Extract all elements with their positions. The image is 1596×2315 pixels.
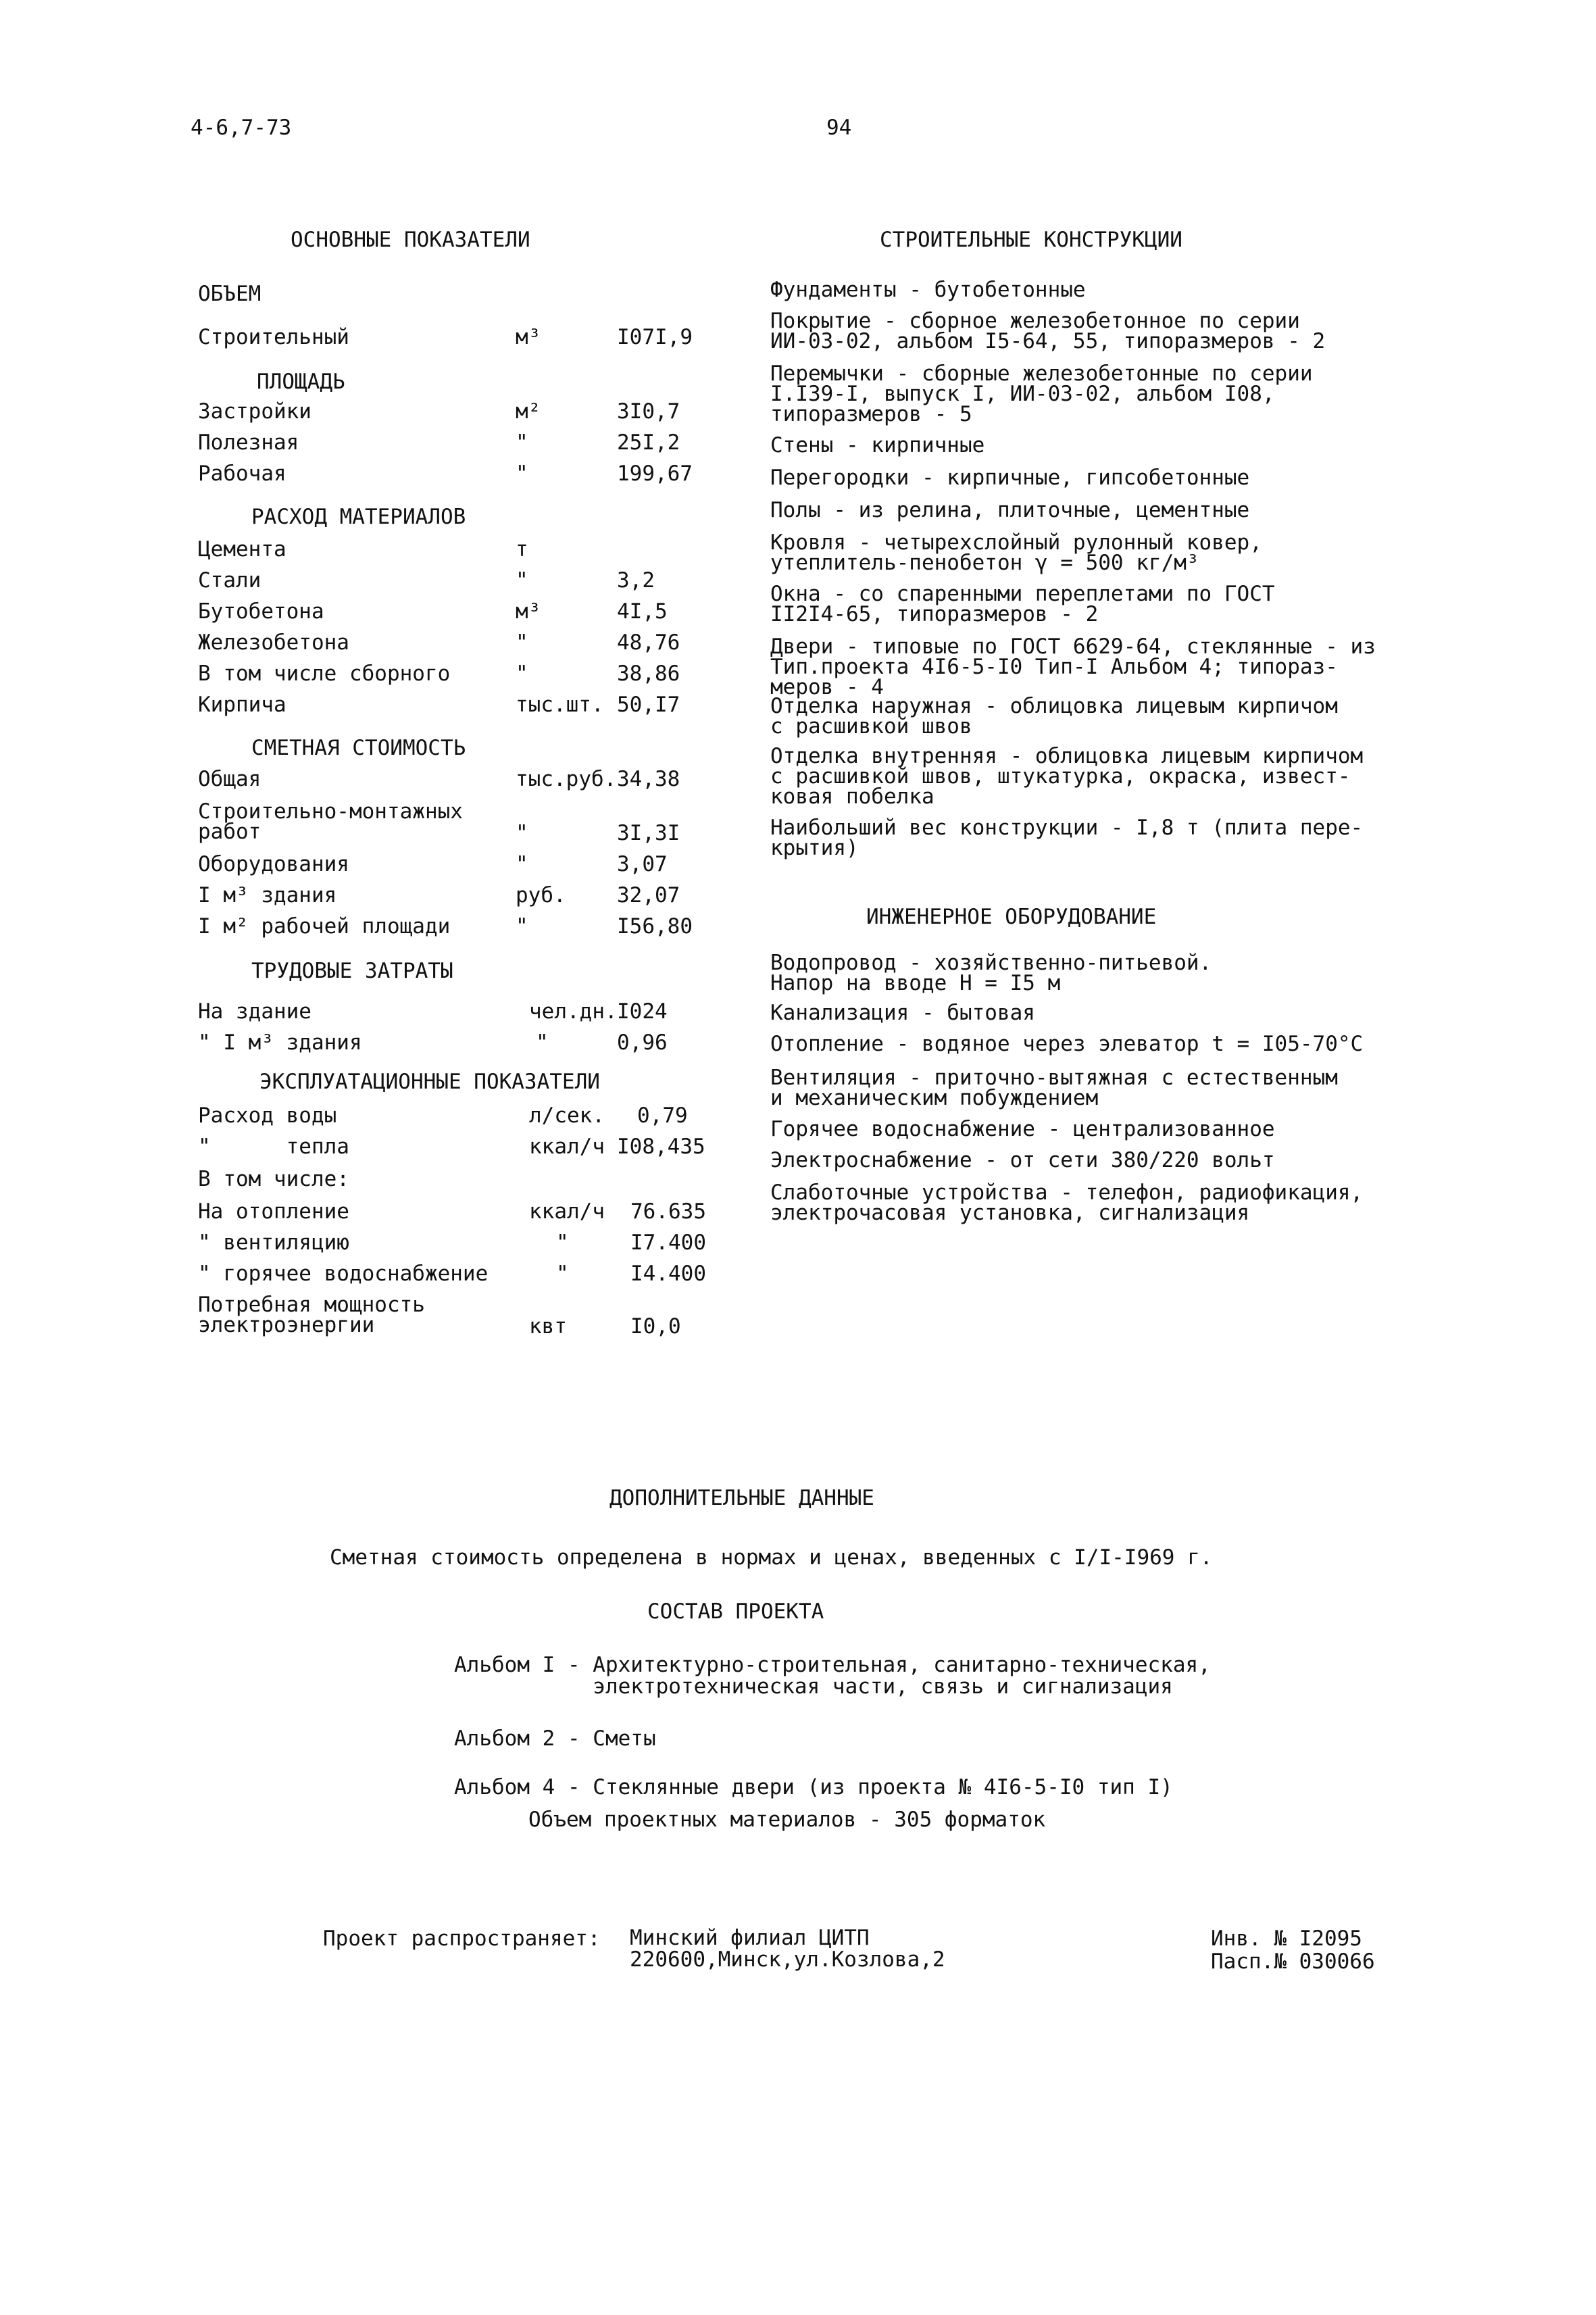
row-value: 3,07 — [617, 852, 668, 876]
row-label: " I м³ здания — [198, 1030, 362, 1055]
table-row — [198, 915, 725, 943]
page-number: 94 — [826, 116, 852, 140]
row-value: 199,67 — [617, 462, 693, 486]
row-value: 3I,3I — [617, 821, 680, 845]
row-unit: " — [556, 1262, 569, 1286]
row-label: Строительный — [198, 325, 349, 349]
row-label: В том числе сборного — [198, 662, 451, 686]
list-item: Наибольший вес конструкции - I,8 т (плита пере- крытия) — [770, 816, 1364, 860]
row-value: I56,80 — [617, 914, 693, 939]
row-value: I0,0 — [630, 1314, 681, 1339]
row-value: 25I,2 — [617, 430, 680, 455]
row-value: 3I0,7 — [617, 399, 680, 424]
table-row — [198, 462, 725, 491]
row-label: Рабочая — [198, 462, 286, 486]
cost-heading: СМЕТНАЯ СТОИМОСТЬ — [251, 736, 466, 760]
row-unit: л/сек. — [529, 1103, 605, 1128]
list-item: Отделка внутренняя - облицовка лицевым кирпичом с расшивкой швов, штукатурка, окраска, извест- ковая побелка — [770, 744, 1364, 809]
row-label: " тепла — [198, 1135, 349, 1159]
row-value: 0,96 — [617, 1030, 668, 1055]
table-row — [198, 853, 725, 881]
list-item: Перегородки - кирпичные, гипсобетонные — [770, 466, 1250, 490]
doc-code: 4-6,7-73 — [191, 116, 292, 140]
table-row — [198, 631, 725, 659]
list-item: Перемычки - сборные железобетонные по серии I.I39-I, выпуск I, ИИ-03-02, альбом I08, типоразмеров - 5 — [770, 362, 1313, 426]
table-row — [198, 662, 725, 691]
materials-heading: РАСХОД МАТЕРИАЛОВ — [251, 505, 466, 529]
row-unit: ккал/ч — [529, 1135, 605, 1159]
main-indicators-title: ОСНОВНЫЕ ПОКАЗАТЕЛИ — [291, 228, 530, 252]
table-row — [198, 801, 725, 846]
passport-number: Пасп.№ 030066 — [1211, 1949, 1375, 1974]
row-unit: тыс.шт. — [516, 693, 604, 717]
album-1: Альбом I - Архитектурно-строительная, санитарно-техническая, электротехническая части, связь и сигнализация — [454, 1653, 1211, 1699]
row-unit: " — [516, 662, 528, 686]
album-2: Альбом 2 - Сметы — [454, 1726, 656, 1751]
table-row — [198, 326, 725, 354]
area-heading: ПЛОЩАДЬ — [257, 370, 345, 394]
list-item: Полы - из релина, плиточные, цементные — [770, 498, 1250, 522]
row-label: Железобетона — [198, 630, 349, 655]
row-label: В том числе: — [198, 1167, 349, 1191]
engineering-title: ИНЖЕНЕРНОЕ ОБОРУДОВАНИЕ — [866, 905, 1157, 929]
list-item: Электроснабжение - от сети 380/220 вольт — [770, 1148, 1275, 1172]
labor-heading: ТРУДОВЫЕ ЗАТРАТЫ — [251, 959, 453, 983]
row-unit: т — [516, 537, 528, 562]
row-label: Расход воды — [198, 1103, 337, 1128]
row-unit: " — [536, 1030, 549, 1055]
row-label: Потребная мощность электроэнергии — [198, 1293, 425, 1337]
row-label: " вентиляцию — [198, 1230, 349, 1255]
table-row — [198, 569, 725, 597]
row-label: Бутобетона — [198, 599, 324, 624]
row-unit: " — [516, 852, 528, 876]
list-item: Покрытие - сборное железобетонное по серии ИИ-03-02, альбом I5-64, 55, типоразмеров - 2 — [770, 309, 1326, 353]
row-label: Цемента — [198, 537, 286, 562]
row-label: Кирпича — [198, 693, 286, 717]
table-row — [198, 693, 725, 722]
row-value: 3,2 — [617, 568, 655, 593]
row-label: На отопление — [198, 1199, 349, 1224]
table-row — [198, 768, 725, 796]
row-label: Оборудования — [198, 852, 349, 876]
row-value: 34,38 — [617, 767, 680, 791]
table-row — [198, 1104, 725, 1132]
row-unit: квт — [529, 1314, 567, 1339]
distributor-address: Минский филиал ЦИТП 220600,Минск,ул.Козлова,2 — [630, 1926, 945, 1972]
list-item: Водопровод - хозяйственно-питьевой. Напор на вводе Н = I5 м — [770, 951, 1212, 995]
table-row — [198, 400, 725, 428]
volume-heading: ОБЪЕМ — [198, 282, 261, 306]
row-value: 38,86 — [617, 662, 680, 686]
table-row — [198, 1200, 725, 1228]
list-item: Окна - со спаренными переплетами по ГОСТ II2I4-65, типоразмеров - 2 — [770, 582, 1275, 626]
table-row — [198, 1031, 725, 1060]
row-value: 32,07 — [617, 883, 680, 907]
row-unit: м³ — [516, 325, 541, 349]
cost-note: Сметная стоимость определена в нормах и ценах, введенных с I/I-I969 г. — [330, 1545, 1213, 1570]
table-row — [198, 884, 725, 912]
row-unit: " — [516, 462, 528, 486]
row-unit: " — [516, 630, 528, 655]
row-unit: ккал/ч — [529, 1199, 605, 1224]
row-unit: м³ — [516, 599, 541, 624]
list-item: Горячее водоснабжение - централизованное — [770, 1117, 1275, 1141]
row-label: I м³ здания — [198, 883, 337, 907]
list-item: Отопление - водяное через элеватор t = I05-70°С — [770, 1032, 1364, 1056]
row-unit: " — [556, 1230, 569, 1255]
distributor-label: Проект распространяет: — [323, 1926, 601, 1951]
row-label: Строительно-монтажных работ — [198, 799, 463, 844]
table-row — [198, 1295, 725, 1342]
row-value: 50,I7 — [617, 693, 680, 717]
table-row — [198, 538, 725, 566]
row-unit: " — [516, 914, 528, 939]
row-value: 76.635 — [630, 1199, 706, 1224]
row-unit: чел.дн. — [529, 999, 618, 1024]
list-item: Вентиляция - приточно-вытяжная с естественным и механическим побуждением — [770, 1066, 1338, 1110]
row-unit: руб. — [516, 883, 566, 907]
row-label: На здание — [198, 999, 311, 1024]
table-row — [198, 1168, 725, 1196]
inventory-number: Инв. № I2095 — [1211, 1926, 1362, 1951]
row-value: I024 — [617, 999, 668, 1024]
row-unit: " — [516, 430, 528, 455]
table-row — [198, 1231, 725, 1260]
list-item: Фундаменты - бутобетонные — [770, 278, 1086, 302]
table-row — [198, 431, 725, 459]
table-row — [198, 1262, 725, 1291]
volume-note: Объем проектных материалов - 305 форматок — [528, 1808, 1046, 1832]
list-item: Двери - типовые по ГОСТ 6629-64, стеклянные - из Тип.проекта 4I6-5-I0 Тип-I Альбом 4; типораз- меров - 4 — [770, 634, 1376, 699]
row-label: Полезная — [198, 430, 299, 455]
album-4: Альбом 4 - Стеклянные двери (из проекта № 4I6-5-I0 тип I) — [454, 1775, 1173, 1799]
row-value: I07I,9 — [617, 325, 693, 349]
list-item: Кровля - четырехслойный рулонный ковер, утеплитель-пенобетон γ = 500 кг/м³ — [770, 530, 1262, 575]
list-item: Слаботочные устройства - телефон, радиофикация, электрочасовая установка, сигнализация — [770, 1180, 1364, 1225]
structures-title: СТРОИТЕЛЬНЫЕ КОНСТРУКЦИИ — [880, 228, 1182, 252]
row-value: 0,79 — [637, 1103, 688, 1128]
row-value: 4I,5 — [617, 599, 668, 624]
table-row — [198, 1000, 725, 1028]
list-item: Отделка наружная - облицовка лицевым кирпичом с расшивкой швов — [770, 694, 1338, 739]
table-row — [198, 1135, 725, 1164]
additional-title: ДОПОЛНИТЕЛЬНЫЕ ДАННЫЕ — [609, 1486, 874, 1510]
list-item: Канализация - бытовая — [770, 1001, 1035, 1025]
table-row — [198, 600, 725, 628]
row-label: I м² рабочей площади — [198, 914, 451, 939]
row-label: Общая — [198, 767, 261, 791]
row-value: I4.400 — [630, 1262, 706, 1286]
row-label: Стали — [198, 568, 261, 593]
row-value: 48,76 — [617, 630, 680, 655]
row-unit: тыс.руб. — [516, 767, 617, 791]
row-label: Застройки — [198, 399, 311, 424]
row-unit: " — [516, 568, 528, 593]
row-unit: " — [516, 821, 528, 845]
composition-title: СОСТАВ ПРОЕКТА — [647, 1599, 824, 1624]
row-value: I7.400 — [630, 1230, 706, 1255]
row-label: " горячее водоснабжение — [198, 1262, 489, 1286]
row-value: I08,435 — [617, 1135, 705, 1159]
list-item: Стены - кирпичные — [770, 433, 985, 457]
row-unit: м² — [516, 399, 541, 424]
operation-heading: ЭКСПЛУАТАЦИОННЫЕ ПОКАЗАТЕЛИ — [259, 1070, 600, 1094]
